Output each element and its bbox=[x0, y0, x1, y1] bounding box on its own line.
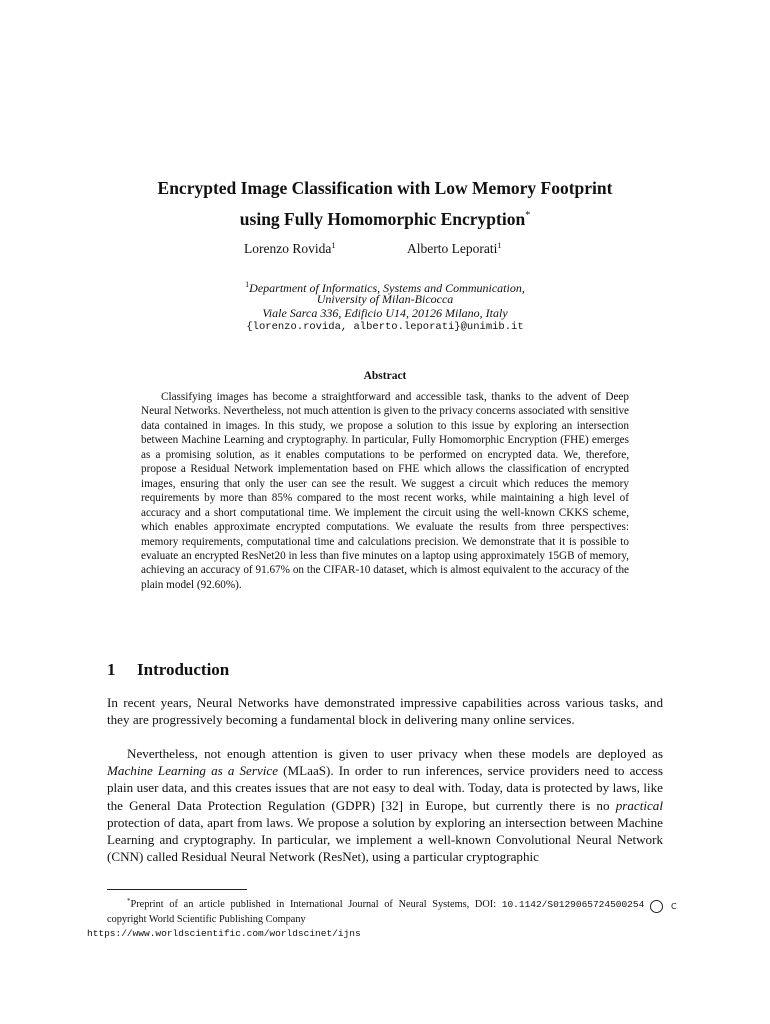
footnote-rule bbox=[107, 889, 247, 890]
copyright-icon: C bbox=[650, 900, 663, 913]
abstract-heading: Abstract bbox=[363, 370, 407, 382]
footnote bbox=[87, 894, 677, 941]
intro-paragraph-1: In recent years, Neural Networks have demonstrated impressive capabilities across various tasks, and they are progressively becoming a fundamental block in delivering many online services. bbox=[107, 695, 663, 728]
footnote-text: Preprint of an article published in International Journal of Neural Systems, DOI: bbox=[130, 899, 502, 910]
intro-text: Nevertheless, not enough attention is given to user privacy when these models are deployed as bbox=[127, 746, 663, 761]
author-emails: {lorenzo.rovida, alberto.leporati}@unimib.it bbox=[246, 321, 524, 333]
intro-text: (MLaaS). In order to run inferences, service providers need to access plain user data, and this creates issues that are not easy to deal with. Today, data is protected by laws, like the General Data Protection Regulation (GDPR) [32] in Europe, but currently there is no bbox=[107, 763, 664, 813]
paper-title-line-2 bbox=[0, 202, 770, 233]
author bbox=[244, 240, 336, 257]
affiliation-line-3: Viale Sarca 336, Edificio U14, 20126 Milano, Italy bbox=[262, 306, 508, 320]
author-affil-mark: 1 bbox=[497, 240, 502, 250]
footnote-copyright: copyright World Scientific Publishing Company bbox=[107, 914, 306, 925]
affiliation-line-2: University of Milan-Bicocca bbox=[316, 292, 454, 306]
footnote-url[interactable]: https://www.worldscientific.com/worldscinet/ijns bbox=[87, 928, 361, 939]
paper-title-text: using Fully Homomorphic Encryption bbox=[239, 209, 526, 229]
footnote-mark: * bbox=[127, 897, 131, 905]
author-name: Lorenzo Rovida bbox=[244, 241, 332, 256]
author-affil-mark: 1 bbox=[331, 240, 336, 250]
emphasis-mlaas: Machine Learning as a Service bbox=[107, 763, 279, 779]
author-name: Alberto Leporati bbox=[407, 241, 498, 256]
author bbox=[407, 240, 502, 257]
intro-paragraph-2 bbox=[107, 745, 663, 865]
section-title: Introduction bbox=[137, 660, 230, 679]
affiliation-mark: 1 bbox=[245, 280, 250, 289]
emphasis-practical: practical bbox=[615, 797, 663, 813]
affiliation-department: Department of Informatics, Systems and Communication, bbox=[249, 281, 525, 295]
footnote-doi: 10.1142/S0129065724500254 bbox=[501, 899, 645, 910]
intro-text: protection of data, apart from laws. We propose a solution by exploring an intersection between Machine Learning and cryptography. In particular, we implement a well-known Convolutional Neural Network (CNN) called Residual Neural Network (ResNet), using a particular cryptographic bbox=[107, 814, 663, 865]
title-footnote-mark: * bbox=[525, 210, 531, 221]
abstract-body: Classifying images has become a straightforward and accessible task, thanks to the advent of Deep Neural Networks. Nevertheless, not much attention is given to the privacy concerns associated with sensitive data contained in images. In this study, we propose a solution to this issue by exploring an intersection between Machine Learning and cryptography. In particular, Fully Homomorphic Encryption (FHE) emerges as a promising solution, as it enables computations to be performed on encrypted data. We, therefore, propose a Residual Network implementation based on FHE which allows the classification of encrypted images, ensuring that only the user can see the result. We suggest a circuit which reduces the memory requirements by more than 85% compared to the most recent works, while maintaining a high level of accuracy and a short computational time. We implement the circuit using the well-known CKKS scheme, which enables approximate encrypted computations. We evaluate the results from three perspectives: memory requirements, computational time and calculations precision. We demonstrate that it is possible to evaluate an encrypted ResNet20 in less than five minutes on a laptop using approximately 15GB of memory, achieving an accuracy of 91.67% on the CIFAR-10 dataset, which is almost equivalent to the accuracy of the plain model (92.60%). bbox=[141, 391, 629, 591]
section-number: 1 bbox=[107, 660, 116, 679]
paper-title-line-1: Encrypted Image Classification with Low Memory Footprint bbox=[157, 178, 613, 198]
